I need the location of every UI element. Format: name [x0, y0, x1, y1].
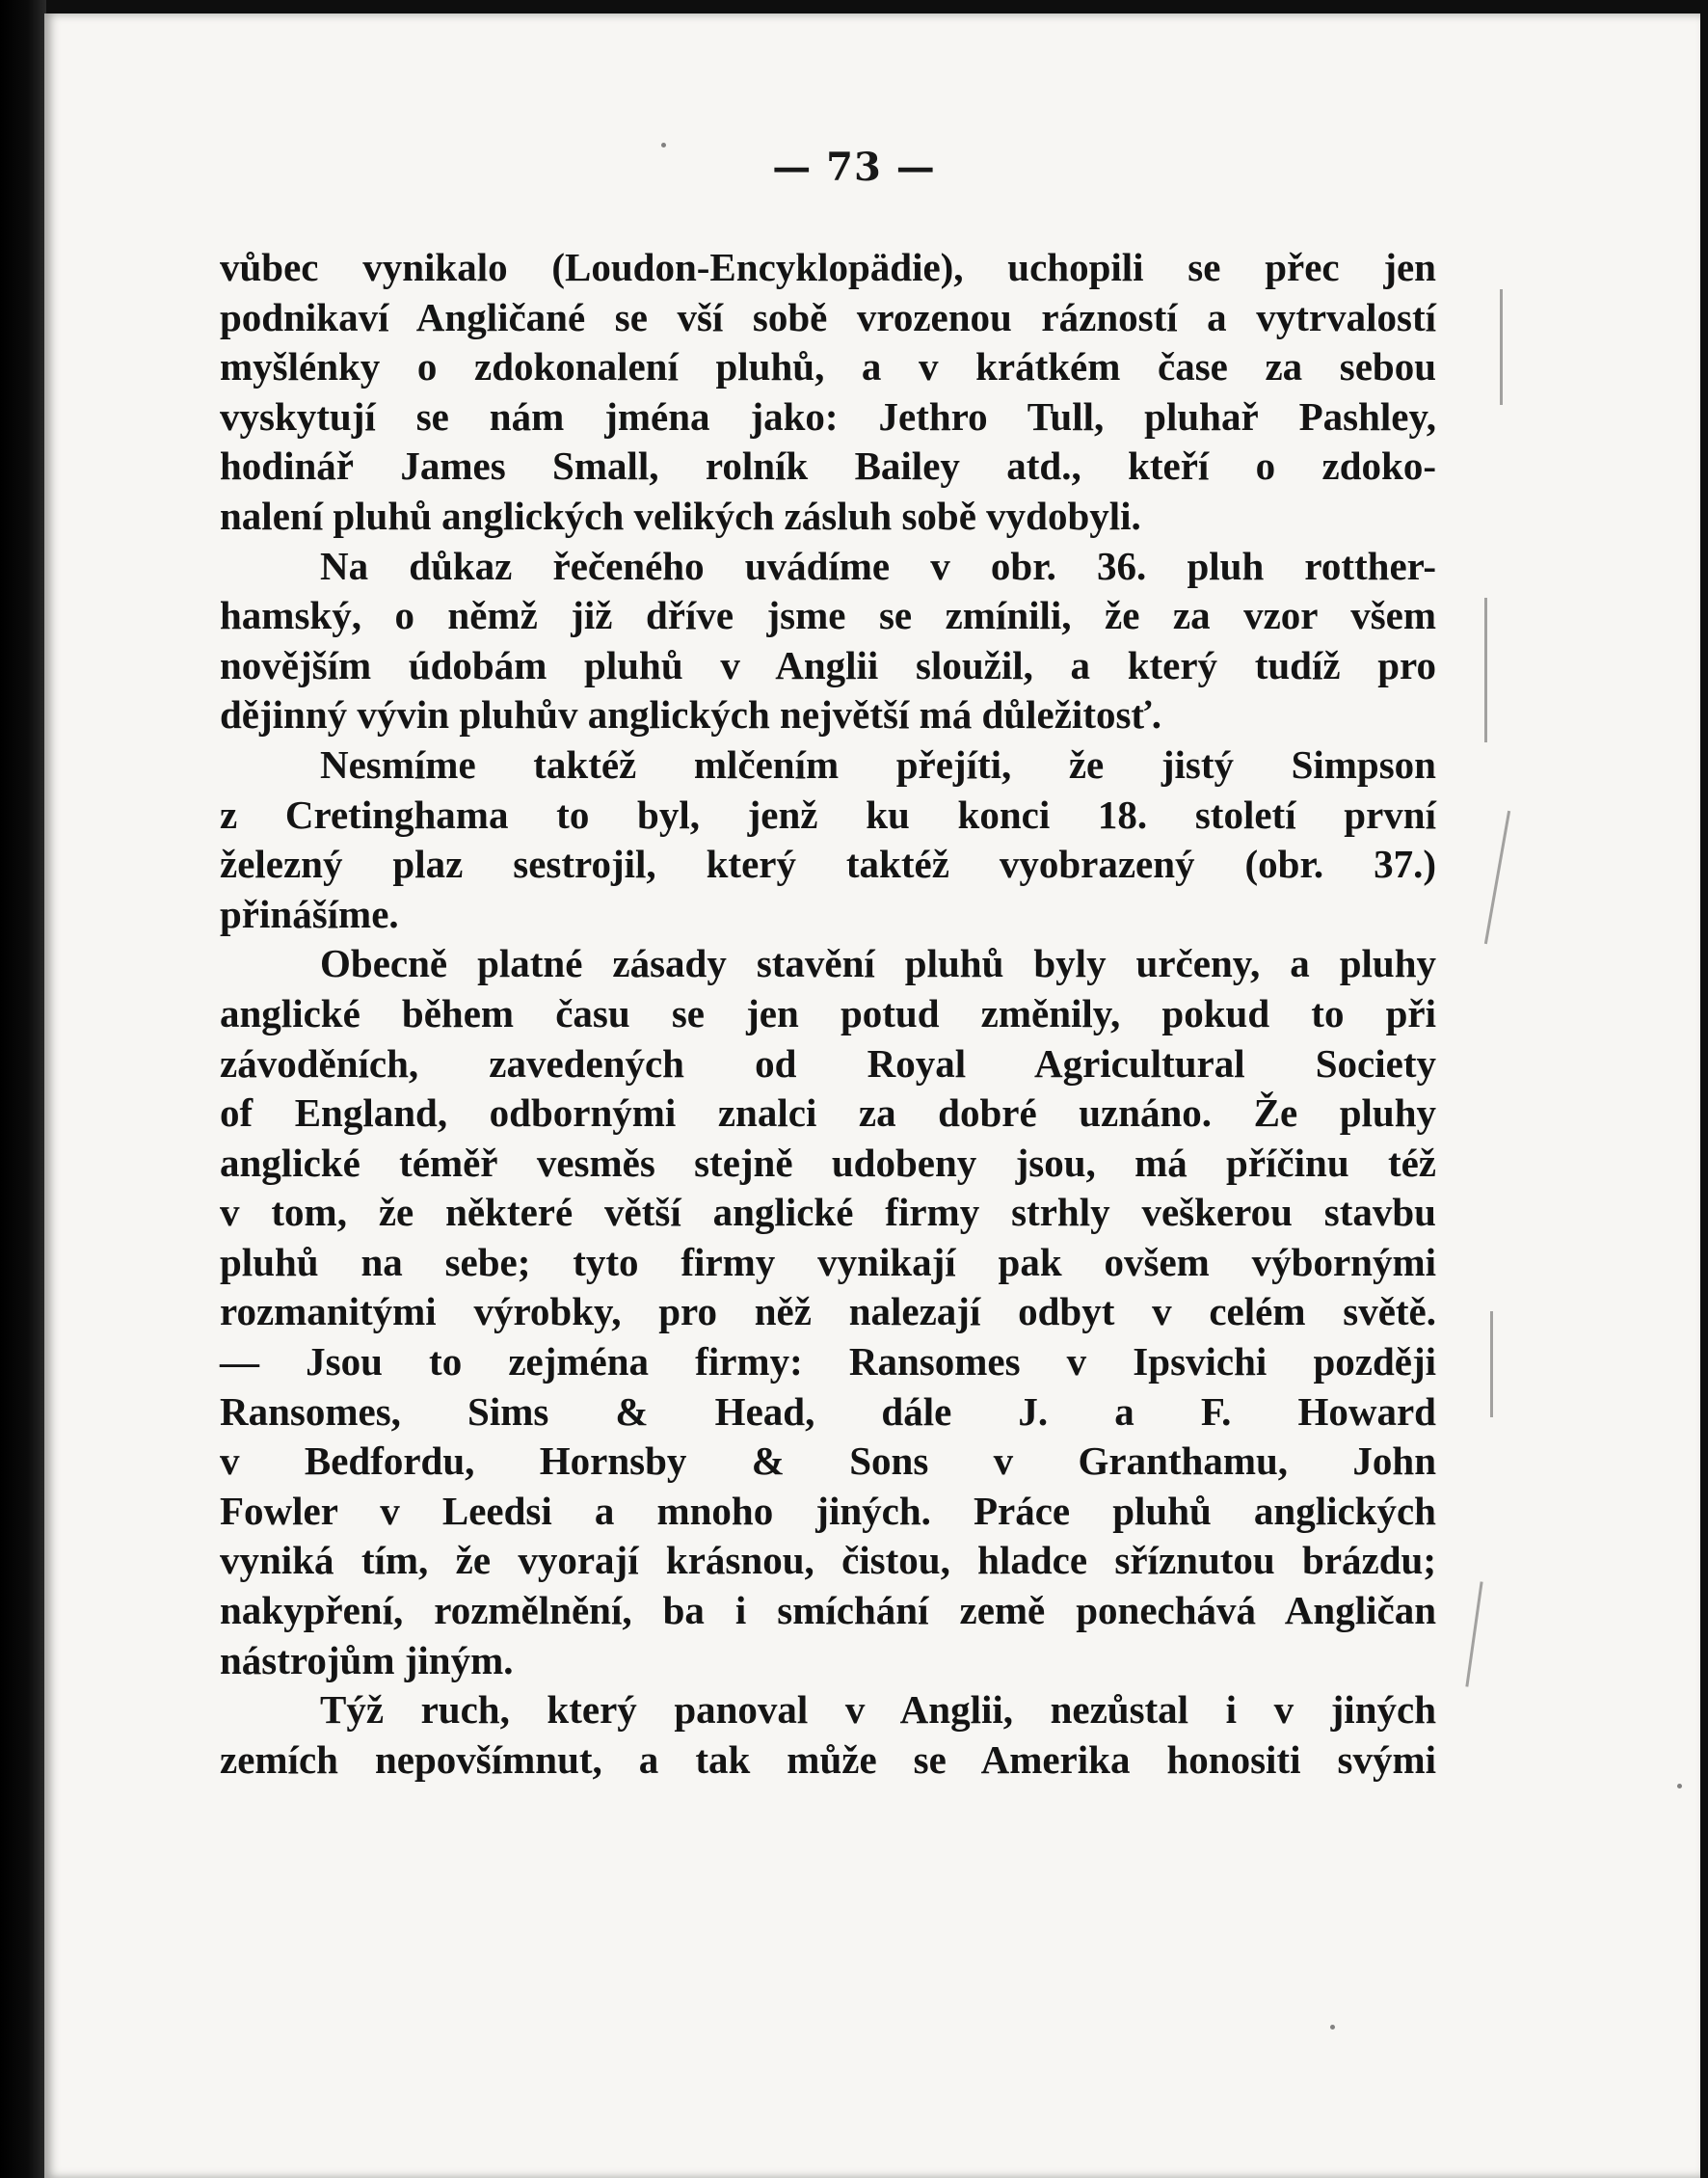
text-line: pluhů na sebe; tyto firmy vynikají pak ovšem výbornými: [220, 1239, 1436, 1284]
text-line: závoděních, zavedených od Royal Agricultural Society: [220, 1040, 1436, 1086]
text-line: z Cretinghama to byl, jenž ku konci 18. století první: [220, 792, 1436, 837]
text-line: dějinný vývin pluhův anglických největší má důležitosť.: [220, 692, 1162, 738]
text-line: nakypření, rozmělnění, ba i smíchání země ponechává Angličan: [220, 1588, 1436, 1633]
text-line: Na důkaz řečeného uvádíme v obr. 36. pluh rotther-: [320, 543, 1436, 588]
text-line: vyskytují se nám jména jako: Jethro Tull, pluhař Pashley,: [220, 393, 1436, 439]
text-line: of England, odbornými znalci za dobré uznáno. Že pluhy: [220, 1090, 1436, 1136]
text-line: Ransomes, Sims & Head, dále J. a F. Howard: [220, 1388, 1436, 1434]
text-line: myšlénky o zdokonalení pluhů, a v krátkém čase za sebou: [220, 344, 1436, 390]
text-line: hodinář James Small, rolník Bailey atd., kteří o zdoko-: [220, 444, 1436, 489]
page-number: — 73 —: [772, 145, 936, 190]
margin-pencil-mark: [1484, 598, 1487, 742]
text-line: Nesmíme taktéž mlčením přejíti, že jistý Simpson: [320, 741, 1436, 787]
binding-shadow: [0, 0, 46, 2178]
text-line: Týž ruch, který panoval v Anglii, nezůstal i v jiných: [320, 1687, 1436, 1733]
text-line: anglické téměř vesměs stejně udobeny jsou, má příčinu též: [220, 1140, 1436, 1185]
text-line: železný plaz sestrojil, který taktéž vyobrazený (obr. 37.): [220, 842, 1436, 887]
text-line: Obecně platné zásady stavění pluhů byly určeny, a pluhy: [320, 941, 1436, 986]
text-line: — Jsou to zejména firmy: Ransomes v Ipsvichi později: [220, 1339, 1436, 1385]
text-line: anglické během času se jen potud změnily, pokud to při: [220, 990, 1436, 1035]
text-line: novějším údobám pluhů v Anglii sloužil, a který tudíž pro: [220, 642, 1436, 687]
text-line: Fowler v Leedsi a mnoho jiných. Práce pluhů anglických: [220, 1488, 1436, 1533]
margin-pencil-mark: [1490, 1311, 1493, 1417]
text-line: v tom, že některé větší anglické firmy strhly veškerou stavbu: [220, 1190, 1436, 1235]
margin-pencil-mark: [1500, 289, 1503, 405]
scan-speck: [661, 143, 666, 148]
text-line: rozmanitými výrobky, pro něž nalezají odbyt v celém světě.: [220, 1289, 1436, 1334]
scan-speck: [1330, 2025, 1335, 2030]
body-text: [220, 243, 1436, 1785]
text-line: v Bedfordu, Hornsby & Sons v Granthamu, John: [220, 1439, 1436, 1484]
text-line: nalení pluhů anglických velikých zásluh sobě vydobyli.: [220, 493, 1141, 538]
text-line: nástrojům jiným.: [220, 1637, 514, 1682]
text-line: vyniká tím, že vyorají krásnou, čistou, hladce sříznutou brázdu;: [220, 1538, 1436, 1583]
text-line: hamský, o němž již dříve jsme se zmínili, že za vzor všem: [220, 593, 1436, 638]
text-line: vůbec vynikalo (Loudon-Encyklopädie), uchopili se přec jen: [220, 245, 1436, 289]
text-line: podnikaví Angličané se vší sobě vrozenou rázností a vytrvalostí: [220, 294, 1436, 339]
text-line: přinášíme.: [220, 891, 399, 936]
scan-speck: [1677, 1784, 1682, 1788]
text-line: zemích nepovšímnut, a tak může se Amerika honositi svými: [220, 1736, 1436, 1782]
